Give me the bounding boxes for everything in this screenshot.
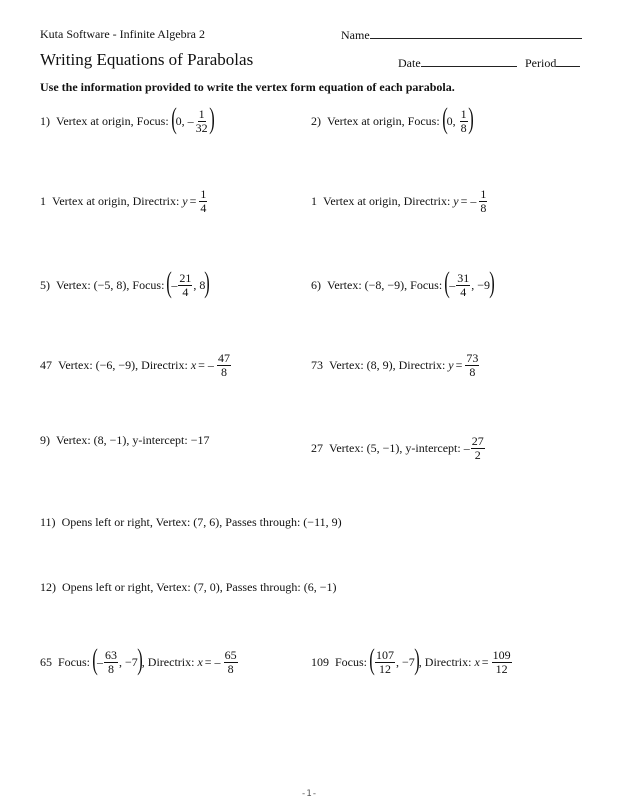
denominator: 8: [227, 661, 234, 676]
right-paren: ): [208, 102, 215, 135]
problem-11: [40, 515, 342, 530]
name-blank[interactable]: [370, 27, 582, 39]
sign: –: [97, 654, 104, 669]
numerator: 73: [466, 351, 479, 365]
problem-text: Vertex at origin, Focus:: [56, 113, 169, 128]
right-paren: ): [489, 266, 495, 299]
denominator: 12: [379, 661, 392, 676]
denominator: 8: [220, 365, 227, 379]
problem-number: 1: [311, 194, 317, 208]
sign: –: [463, 441, 470, 455]
denominator: 8: [108, 661, 115, 676]
focus-y: , 8: [193, 277, 206, 292]
left-paren: (: [444, 266, 450, 299]
problem-number: 2): [311, 113, 321, 128]
right-paren: ): [467, 102, 474, 135]
left-paren: (: [92, 643, 98, 676]
denominator: 4: [460, 284, 467, 299]
period-blank[interactable]: [556, 55, 580, 67]
problem-10: [311, 435, 486, 462]
directrix-label: , Directrix:: [141, 654, 195, 669]
denominator: 32: [195, 120, 208, 135]
name-label: Name: [341, 28, 370, 42]
numerator: 65: [224, 647, 237, 662]
problem-number: 6): [311, 277, 321, 292]
problem-6: [311, 266, 495, 300]
denominator: 8: [480, 201, 487, 215]
problem-text: Vertex: (−5, 8), Focus:: [56, 277, 165, 292]
denominator: 4: [200, 201, 207, 215]
name-field[interactable]: [341, 27, 582, 43]
focus-y-fraction: [195, 108, 209, 135]
problem-text: Opens left or right, Vertex: (7, 0), Passes through: (6, −1): [62, 580, 337, 594]
directrix-label: , Directrix:: [418, 654, 472, 669]
denominator: 8: [460, 120, 467, 135]
directrix-fraction: [492, 649, 512, 676]
focus-x-fraction: [375, 649, 395, 676]
problem-8: [311, 352, 480, 379]
numerator: 109: [492, 647, 511, 662]
denominator: 12: [495, 661, 508, 676]
problem-number: 27: [311, 441, 323, 455]
focus-y-fraction: [460, 108, 468, 135]
worksheet-title: Writing Equations of Parabolas: [40, 50, 254, 69]
right-paren: ): [414, 643, 420, 676]
problem-text: Vertex: (−6, −9), Directrix:: [58, 358, 188, 372]
publisher-label: Kuta Software - Infinite Algebra 2: [40, 27, 205, 41]
y-intercept-fraction: [471, 435, 485, 462]
equation-variable: y: [448, 358, 454, 372]
problem-number: 109: [311, 654, 329, 669]
focus-x: 0,: [446, 113, 456, 128]
directrix-fraction: [217, 352, 231, 379]
equals-sign: =: [481, 654, 489, 669]
numerator: 1: [198, 106, 205, 121]
sign: –: [449, 277, 456, 292]
problem-1: [40, 102, 215, 136]
equation-variable: y: [182, 194, 188, 208]
period-field[interactable]: [525, 55, 580, 71]
numerator: 1: [460, 106, 467, 121]
directrix-fraction: [479, 188, 487, 215]
problem-number: 1: [40, 194, 46, 208]
equals-sign: = –: [460, 194, 477, 208]
numerator: 27: [471, 434, 484, 448]
numerator: 107: [376, 647, 395, 662]
problem-text: Vertex: (8, 9), Directrix:: [329, 358, 446, 372]
period-label: Period: [525, 56, 557, 70]
denominator: 4: [182, 284, 189, 299]
problem-13: [40, 643, 239, 677]
numerator: 63: [105, 647, 118, 662]
problem-number: 1): [40, 113, 50, 128]
problem-text: Opens left or right, Vertex: (7, 6), Passes through: (−11, 9): [61, 515, 342, 529]
problem-text: Vertex: (8, −1), y-intercept: −17: [56, 433, 210, 447]
sign: –: [187, 113, 194, 128]
numerator: 21: [179, 270, 192, 285]
problem-text: Vertex at origin, Directrix:: [323, 194, 451, 208]
problem-text: Vertex: (5, −1), y-intercept:: [329, 441, 461, 455]
equals-sign: = –: [198, 358, 214, 372]
directrix-fraction: [465, 352, 479, 379]
problem-number: 47: [40, 358, 52, 372]
focus-x-fraction: [104, 649, 118, 676]
problem-text: Focus:: [58, 654, 91, 669]
problem-5: [40, 266, 211, 300]
date-blank[interactable]: [421, 55, 517, 67]
problem-text: Vertex: (−8, −9), Focus:: [327, 277, 443, 292]
problem-number: 9): [40, 433, 50, 447]
equation-variable: x: [197, 654, 203, 669]
focus-y: , −7: [396, 654, 415, 669]
numerator: 1: [200, 187, 207, 201]
equation-variable: x: [190, 358, 197, 372]
problem-7: [40, 352, 232, 379]
problem-number: 73: [311, 358, 323, 372]
focus-x: 0,: [175, 113, 185, 128]
focus-x-fraction: [456, 272, 470, 299]
equals-sign: = –: [204, 654, 221, 669]
left-paren: (: [170, 102, 177, 135]
equation-variable: y: [453, 194, 459, 208]
problem-number: 12): [40, 580, 56, 594]
left-paren: (: [441, 102, 448, 135]
instructions: Use the information provided to write the vertex form equation of each parabola.: [40, 80, 455, 94]
focus-y: , −7: [119, 654, 138, 669]
problem-number: 11): [40, 515, 56, 529]
problem-2: [311, 102, 474, 136]
problem-9: [40, 433, 210, 448]
directrix-fraction: [224, 649, 238, 676]
problem-text: Vertex at origin, Focus:: [327, 113, 440, 128]
problem-text: Focus:: [335, 654, 368, 669]
left-paren: (: [166, 266, 173, 299]
focus-y: , −9: [471, 277, 490, 292]
numerator: 31: [457, 270, 470, 285]
problem-12: [40, 580, 337, 595]
date-label: Date: [398, 56, 421, 70]
focus-x-fraction: [178, 272, 192, 299]
sign: –: [171, 277, 178, 292]
problem-14: [311, 643, 513, 677]
denominator: 2: [474, 448, 481, 462]
equals-sign: =: [455, 358, 463, 372]
problem-text: Vertex at origin, Directrix:: [52, 194, 180, 208]
problem-3: [40, 188, 208, 215]
equation-variable: x: [474, 654, 480, 669]
directrix-fraction: [199, 188, 207, 215]
equals-sign: =: [189, 194, 197, 208]
right-paren: ): [137, 643, 143, 676]
date-field[interactable]: [398, 55, 517, 71]
problem-4: [311, 188, 488, 215]
left-paren: (: [369, 643, 375, 676]
numerator: 47: [217, 351, 230, 365]
numerator: 1: [480, 187, 487, 201]
denominator: 8: [469, 365, 476, 379]
page-number: -1-: [300, 789, 318, 799]
problem-number: 65: [40, 654, 52, 669]
right-paren: ): [204, 266, 211, 299]
problem-number: 5): [40, 277, 50, 292]
